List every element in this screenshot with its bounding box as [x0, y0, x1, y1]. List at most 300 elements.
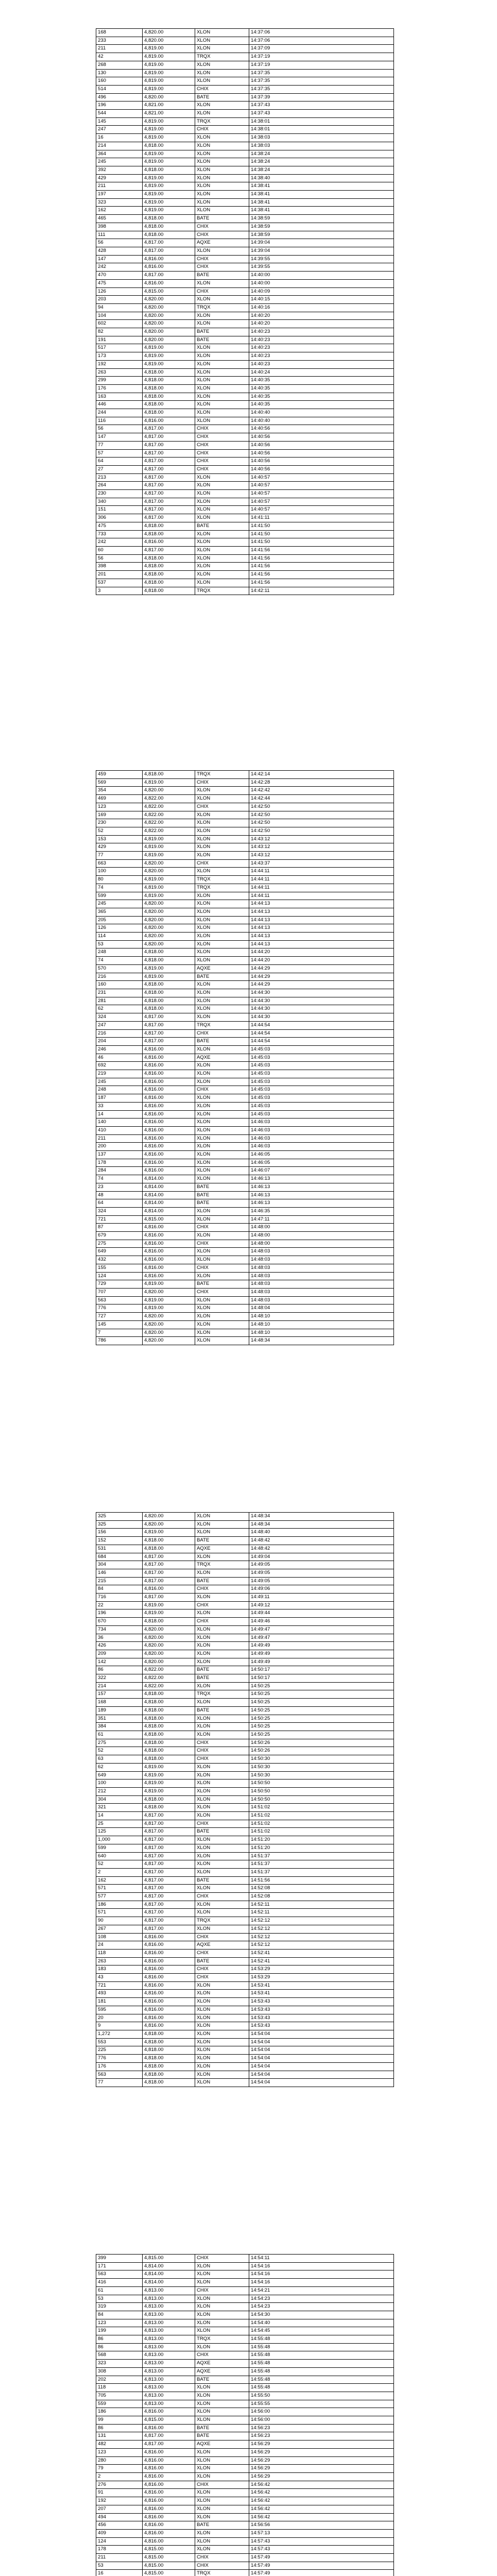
trade-time: 14:44:11: [251, 876, 270, 883]
trade-quantity: 245: [96, 1078, 143, 1086]
trade-venue: BATE: [195, 1957, 249, 1965]
trade-venue: XLON: [195, 1070, 249, 1078]
trade-time: 14:55:50: [251, 2392, 270, 2398]
trade-time: 14:51:02: [251, 1820, 270, 1826]
trade-price: 4,820.00: [143, 900, 195, 908]
trade-time: 14:49:49: [251, 1642, 270, 1649]
table-row: [96, 117, 393, 126]
table-row: [96, 1159, 393, 1167]
trade-venue: TRQX: [195, 1561, 249, 1569]
trade-price: 4,816.00: [143, 1256, 195, 1264]
table-row: [96, 441, 393, 449]
trade-time: 14:56:29: [251, 2473, 270, 2479]
trade-venue: XLON: [195, 1925, 249, 1933]
table-row: [96, 843, 393, 852]
trade-venue: XLON: [195, 2529, 249, 2537]
table-row: [96, 997, 393, 1005]
trade-quantity: 84: [96, 1585, 143, 1594]
table-row: [96, 1577, 393, 1585]
trade-venue: XLON: [195, 69, 249, 77]
table-row: [96, 110, 393, 118]
table-row: [96, 973, 393, 981]
trade-quantity: 219: [96, 1070, 143, 1078]
trade-venue: XLON: [195, 827, 249, 835]
trade-price: 4,817.00: [143, 2441, 195, 2449]
trade-price: 4,820.00: [143, 1658, 195, 1666]
trade-time: 14:52:12: [251, 1934, 270, 1940]
trade-venue: XLON: [195, 530, 249, 538]
trade-quantity: 263: [96, 1957, 143, 1965]
trade-quantity: 571: [96, 1909, 143, 1917]
table-row: [96, 989, 393, 997]
table-row: [96, 2079, 393, 2087]
trade-price: 4,816.00: [143, 2022, 195, 2030]
trade-price: 4,817.00: [143, 1577, 195, 1585]
trade-time: 14:48:34: [251, 1513, 270, 1519]
trade-quantity: 94: [96, 303, 143, 312]
trade-venue: AQXE: [195, 2367, 249, 2376]
table-row: [96, 482, 393, 490]
table-row: [96, 1029, 393, 1038]
trade-quantity: 152: [96, 1537, 143, 1545]
trade-price: 4,819.00: [143, 778, 195, 787]
trade-time: 14:54:30: [251, 2311, 270, 2317]
trade-venue: CHIX: [195, 85, 249, 93]
table-row: [96, 263, 393, 272]
trade-time: 14:54:45: [251, 2328, 270, 2334]
trade-venue: XLON: [195, 1159, 249, 1167]
trade-venue: XLON: [195, 2279, 249, 2287]
trade-venue: XLON: [195, 377, 249, 385]
trade-quantity: 48: [96, 1191, 143, 1199]
trade-quantity: 475: [96, 522, 143, 530]
table-row: [96, 1304, 393, 1313]
trade-quantity: 409: [96, 2529, 143, 2537]
table-row: [96, 142, 393, 150]
table-row: [96, 1537, 393, 1545]
trade-time: 14:41:56: [251, 555, 270, 561]
trade-quantity: 57: [96, 449, 143, 457]
table-row: [96, 247, 393, 255]
trade-time: 14:54:04: [251, 2071, 270, 2077]
trade-venue: XLON: [195, 948, 249, 957]
trade-price: 4,818.00: [143, 393, 195, 401]
trade-time: 14:50:30: [251, 1764, 270, 1770]
trade-venue: XLON: [195, 819, 249, 827]
trade-quantity: 325: [96, 1513, 143, 1520]
trade-venue: CHIX: [195, 859, 249, 868]
trade-time: 14:38:41: [251, 207, 270, 213]
trade-time: 14:44:13: [251, 925, 270, 931]
table-row: [96, 401, 393, 409]
trade-price: 4,814.00: [143, 1199, 195, 1208]
trade-venue: CHIX: [195, 1949, 249, 1957]
trade-quantity: 202: [96, 2376, 143, 2384]
trade-quantity: 84: [96, 2311, 143, 2319]
trade-price: 4,820.00: [143, 303, 195, 312]
trade-time: 14:49:47: [251, 1634, 270, 1640]
trade-price: 4,818.00: [143, 587, 195, 595]
table-row: [96, 1126, 393, 1134]
trade-quantity: 399: [96, 2255, 143, 2262]
table-row: [96, 2472, 393, 2481]
trade-price: 4,816.00: [143, 1054, 195, 1062]
trade-time: 14:42:42: [251, 787, 270, 793]
trade-time: 14:44:13: [251, 901, 270, 907]
table-row: [96, 287, 393, 296]
trade-price: 4,817.00: [143, 441, 195, 449]
trade-time: 14:37:43: [251, 110, 270, 116]
trade-time: 14:44:20: [251, 949, 270, 955]
trade-price: 4,822.00: [143, 1666, 195, 1674]
trade-quantity: 275: [96, 1739, 143, 1747]
trade-time: 14:52:41: [251, 1950, 270, 1956]
trade-price: 4,818.00: [143, 563, 195, 571]
trade-quantity: 211: [96, 2554, 143, 2562]
trade-time: 14:38:24: [251, 150, 270, 157]
trade-price: 4,818.00: [143, 166, 195, 174]
trade-time: 14:38:24: [251, 159, 270, 165]
trade-price: 4,818.00: [143, 1706, 195, 1715]
trade-venue: BATE: [195, 1183, 249, 1191]
trade-price: 4,818.00: [143, 1723, 195, 1731]
table-row: [96, 409, 393, 417]
table-row: [96, 892, 393, 900]
table-row: [96, 538, 393, 547]
trade-quantity: 577: [96, 1893, 143, 1901]
trade-quantity: 308: [96, 2367, 143, 2376]
trade-quantity: 64: [96, 457, 143, 466]
trade-time: 14:40:56: [251, 442, 270, 448]
table-row: [96, 587, 393, 595]
trade-price: 4,816.00: [143, 2424, 195, 2432]
trade-price: 4,817.00: [143, 272, 195, 280]
trade-time: 14:49:05: [251, 1578, 270, 1584]
trade-time: 14:45:03: [251, 1071, 270, 1077]
trade-venue: CHIX: [195, 1289, 249, 1297]
trade-table-block: [96, 2254, 394, 2576]
trade-quantity: 569: [96, 778, 143, 787]
trade-venue: CHIX: [195, 1974, 249, 1982]
trade-time: 14:45:03: [251, 1111, 270, 1117]
table-row: [96, 1893, 393, 1901]
trade-time: 14:53:29: [251, 1966, 270, 1972]
trade-venue: CHIX: [195, 425, 249, 433]
trade-quantity: 571: [96, 1885, 143, 1893]
trade-price: 4,817.00: [143, 498, 195, 506]
trade-venue: XLON: [195, 2456, 249, 2465]
table-row: [96, 1561, 393, 1569]
trade-venue: XLON: [195, 1102, 249, 1110]
trade-time: 14:40:00: [251, 272, 270, 278]
trade-quantity: 74: [96, 1175, 143, 1183]
trade-price: 4,820.00: [143, 933, 195, 941]
trade-venue: XLON: [195, 2071, 249, 2079]
trade-quantity: 734: [96, 1625, 143, 1634]
trade-time: 14:43:12: [251, 836, 270, 842]
trade-time: 14:40:20: [251, 320, 270, 327]
trade-time: 14:46:35: [251, 1208, 270, 1214]
trade-venue: XLON: [195, 506, 249, 514]
table-row: [96, 93, 393, 101]
trade-venue: CHIX: [195, 1240, 249, 1248]
trade-quantity: 90: [96, 1917, 143, 1925]
trade-quantity: 602: [96, 320, 143, 328]
trade-price: 4,820.00: [143, 908, 195, 916]
trade-time: 14:37:19: [251, 54, 270, 60]
trade-time: 14:52:08: [251, 1893, 270, 1900]
trade-price: 4,822.00: [143, 819, 195, 827]
trade-price: 4,817.00: [143, 1553, 195, 1561]
trade-quantity: 1,272: [96, 2030, 143, 2039]
trade-venue: CHIX: [195, 2554, 249, 2562]
trade-time: 14:41:50: [251, 522, 270, 529]
trade-venue: XLON: [195, 384, 249, 393]
table-row: [96, 933, 393, 941]
trade-venue: XLON: [195, 2505, 249, 2513]
trade-time: 14:49:12: [251, 1602, 270, 1608]
trade-quantity: 186: [96, 1901, 143, 1909]
trade-quantity: 118: [96, 2384, 143, 2392]
trade-price: 4,820.00: [143, 1313, 195, 1321]
trade-price: 4,819.00: [143, 1280, 195, 1289]
trade-venue: BATE: [195, 1577, 249, 1585]
trade-price: 4,816.00: [143, 1143, 195, 1151]
table-row: [96, 1876, 393, 1885]
trade-quantity: 729: [96, 1280, 143, 1289]
table-row: [96, 490, 393, 498]
trade-quantity: 186: [96, 2408, 143, 2416]
trade-quantity: 721: [96, 1981, 143, 1990]
trade-quantity: 599: [96, 892, 143, 900]
trade-quantity: 568: [96, 2351, 143, 2360]
trade-quantity: 191: [96, 336, 143, 344]
trade-price: 4,816.00: [143, 2006, 195, 2014]
trade-quantity: 663: [96, 859, 143, 868]
trade-quantity: 178: [96, 1159, 143, 1167]
trade-venue: XLON: [195, 1795, 249, 1804]
trade-venue: XLON: [195, 2055, 249, 2063]
trade-venue: XLON: [195, 554, 249, 563]
trade-venue: TRQX: [195, 53, 249, 61]
table-row: [96, 1699, 393, 1707]
table-row: [96, 2489, 393, 2497]
trade-price: 4,816.00: [143, 2505, 195, 2513]
table-row: [96, 2046, 393, 2055]
trade-price: 4,820.00: [143, 868, 195, 876]
trade-quantity: 114: [96, 933, 143, 941]
table-row: [96, 473, 393, 482]
trade-quantity: 482: [96, 2441, 143, 2449]
trade-quantity: 465: [96, 215, 143, 223]
table-row: [96, 2456, 393, 2465]
trade-time: 14:48:10: [251, 1329, 270, 1335]
table-row: [96, 303, 393, 312]
trade-time: 14:46:07: [251, 1167, 270, 1174]
trade-venue: XLON: [195, 2343, 249, 2351]
table-row: [96, 198, 393, 207]
trade-venue: XLON: [195, 2400, 249, 2408]
table-row: [96, 352, 393, 361]
trade-time: 14:53:29: [251, 1974, 270, 1980]
table-row: [96, 2465, 393, 2473]
trade-venue: XLON: [195, 1650, 249, 1658]
trade-price: 4,814.00: [143, 1191, 195, 1199]
trade-price: 4,816.00: [143, 1974, 195, 1982]
trade-quantity: 365: [96, 908, 143, 916]
trade-venue: XLON: [195, 924, 249, 933]
table-row: [96, 2038, 393, 2046]
trade-price: 4,817.00: [143, 1594, 195, 1602]
trade-price: 4,822.00: [143, 827, 195, 835]
trade-quantity: 201: [96, 571, 143, 579]
trade-venue: XLON: [195, 247, 249, 255]
trade-time: 14:48:03: [251, 1289, 270, 1295]
trade-quantity: 104: [96, 312, 143, 320]
trade-price: 4,817.00: [143, 1901, 195, 1909]
table-row: [96, 579, 393, 587]
trade-price: 4,820.00: [143, 940, 195, 948]
trade-quantity: 162: [96, 1876, 143, 1885]
trade-price: 4,816.00: [143, 2014, 195, 2022]
trade-quantity: 306: [96, 514, 143, 522]
trade-quantity: 364: [96, 150, 143, 158]
trade-quantity: 264: [96, 482, 143, 490]
trade-venue: XLON: [195, 514, 249, 522]
trade-venue: CHIX: [195, 255, 249, 263]
trade-price: 4,818.00: [143, 377, 195, 385]
table-row: [96, 2554, 393, 2562]
trade-time: 14:46:03: [251, 1119, 270, 1125]
trade-quantity: 16: [96, 2570, 143, 2576]
table-row: [96, 1215, 393, 1224]
trade-price: 4,817.00: [143, 490, 195, 498]
table-row: [96, 1974, 393, 1982]
trade-quantity: 429: [96, 174, 143, 182]
trade-venue: XLON: [195, 498, 249, 506]
trade-quantity: 544: [96, 110, 143, 118]
trade-price: 4,816.00: [143, 263, 195, 272]
trade-venue: XLON: [195, 1990, 249, 1998]
trade-quantity: 200: [96, 1143, 143, 1151]
trade-price: 4,820.00: [143, 1337, 195, 1345]
trade-time: 14:44:11: [251, 868, 270, 874]
trade-price: 4,820.00: [143, 859, 195, 868]
trade-price: 4,814.00: [143, 1175, 195, 1183]
trade-time: 14:40:56: [251, 426, 270, 432]
trade-price: 4,816.00: [143, 2456, 195, 2465]
trade-venue: XLON: [195, 2319, 249, 2327]
trade-price: 4,818.00: [143, 1795, 195, 1804]
trade-price: 4,816.00: [143, 1224, 195, 1232]
trade-venue: XLON: [195, 312, 249, 320]
trade-quantity: 281: [96, 997, 143, 1005]
trade-price: 4,816.00: [143, 1272, 195, 1280]
trade-time: 14:40:24: [251, 369, 270, 375]
trade-quantity: 559: [96, 2400, 143, 2408]
table-row: [96, 554, 393, 563]
trade-price: 4,814.00: [143, 2270, 195, 2279]
trade-venue: XLON: [195, 2030, 249, 2039]
table-row: [96, 2529, 393, 2537]
trade-price: 4,815.00: [143, 2554, 195, 2562]
trade-quantity: 553: [96, 2038, 143, 2046]
trade-quantity: 216: [96, 973, 143, 981]
trade-quantity: 216: [96, 1029, 143, 1038]
table-row: [96, 2319, 393, 2327]
table-row: [96, 61, 393, 69]
table-row: [96, 2255, 393, 2262]
trade-price: 4,819.00: [143, 174, 195, 182]
table-row: [96, 255, 393, 263]
trade-price: 4,818.00: [143, 1739, 195, 1747]
trade-venue: XLON: [195, 182, 249, 191]
trade-price: 4,820.00: [143, 37, 195, 45]
trade-time: 14:39:55: [251, 256, 270, 262]
trade-time: 14:44:54: [251, 1022, 270, 1028]
trade-time: 14:49:49: [251, 1650, 270, 1656]
table-row: [96, 2392, 393, 2400]
trade-time: 14:48:40: [251, 1529, 270, 1535]
trade-venue: BATE: [195, 2424, 249, 2432]
trade-table-block: [96, 1512, 394, 2087]
trade-venue: XLON: [195, 1337, 249, 1345]
table-row: [96, 320, 393, 328]
trade-venue: BATE: [195, 2521, 249, 2530]
trade-time: 14:40:40: [251, 417, 270, 423]
trade-table: [96, 2255, 393, 2576]
trade-time: 14:38:01: [251, 118, 270, 124]
trade-price: 4,822.00: [143, 803, 195, 811]
trade-price: 4,813.00: [143, 2400, 195, 2408]
trade-quantity: 398: [96, 563, 143, 571]
trade-price: 4,816.00: [143, 1990, 195, 1998]
table-row: [96, 2071, 393, 2079]
trade-venue: XLON: [195, 482, 249, 490]
trade-time: 14:55:48: [251, 2336, 270, 2342]
trade-time: 14:40:23: [251, 345, 270, 351]
trade-time: 14:42:14: [251, 771, 270, 777]
trade-quantity: 284: [96, 1167, 143, 1175]
trade-time: 14:48:03: [251, 1297, 270, 1303]
trade-venue: BATE: [195, 1666, 249, 1674]
table-row: [96, 1925, 393, 1933]
trade-quantity: 242: [96, 263, 143, 272]
trade-quantity: 416: [96, 2279, 143, 2287]
table-row: [96, 1329, 393, 1337]
table-row: [96, 771, 393, 778]
table-row: [96, 876, 393, 884]
table-row: [96, 1191, 393, 1199]
trade-venue: XLON: [195, 134, 249, 142]
trade-time: 14:56:29: [251, 2441, 270, 2447]
table-row: [96, 1618, 393, 1626]
trade-time: 14:48:10: [251, 1321, 270, 1327]
table-row: [96, 2416, 393, 2425]
trade-time: 14:46:05: [251, 1151, 270, 1158]
trade-price: 4,813.00: [143, 2392, 195, 2400]
trade-venue: XLON: [195, 997, 249, 1005]
trade-venue: XLON: [195, 1787, 249, 1795]
trade-venue: XLON: [195, 166, 249, 174]
trade-venue: XLON: [195, 900, 249, 908]
trade-price: 4,818.00: [143, 384, 195, 393]
trade-venue: XLON: [195, 142, 249, 150]
trade-quantity: 52: [96, 827, 143, 835]
trade-quantity: 82: [96, 328, 143, 336]
trade-quantity: 123: [96, 803, 143, 811]
table-row: [96, 1118, 393, 1127]
